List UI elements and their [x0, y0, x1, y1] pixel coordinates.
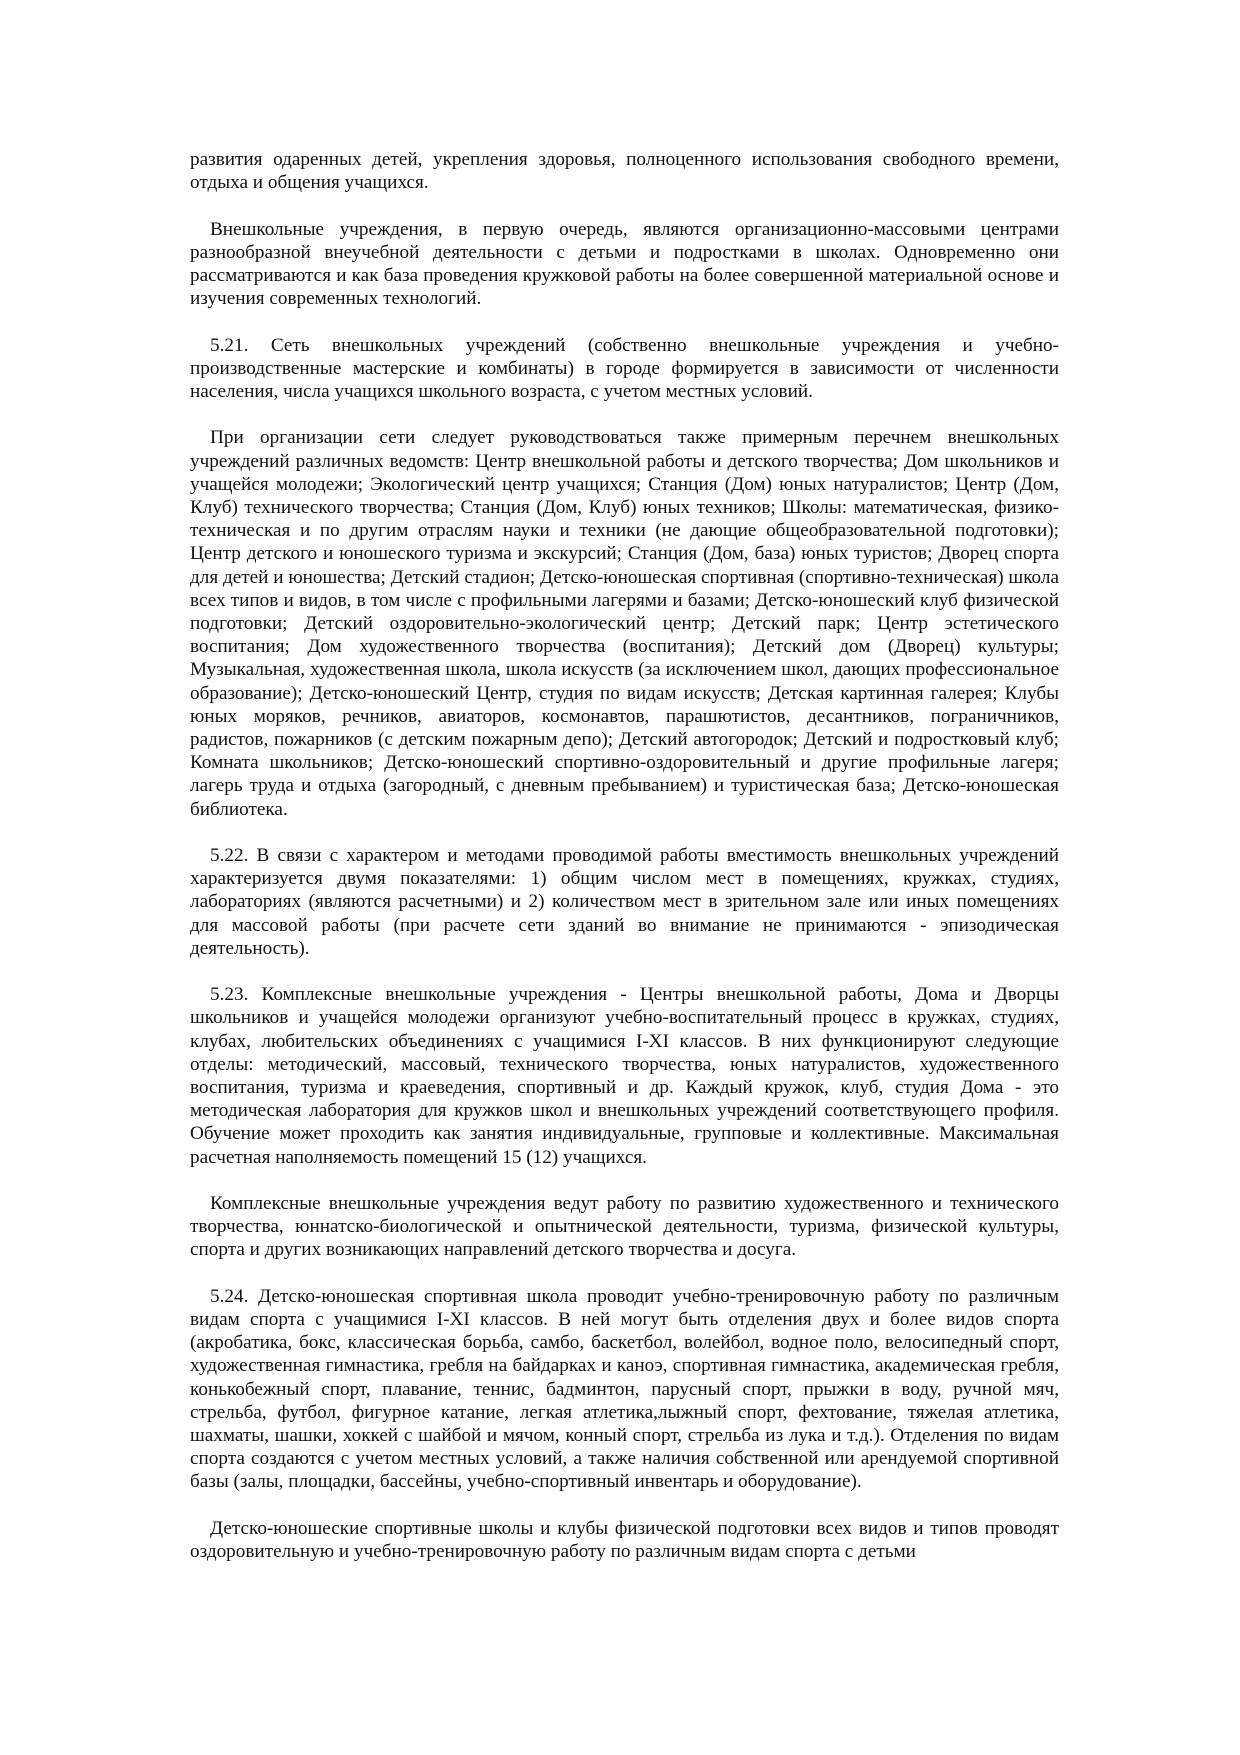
paragraph-complex-institutions: Комплексные внешкольные учреждения ведут работу по развитию художественного и технического творчества, юннатско-биологической и опытнической деятельности, туризма, физической культуры, спорта и других возникающих направлений детского творчества и досуга.	[190, 1193, 1059, 1261]
paragraph-5-24: 5.24. Детско-юношеская спортивная школа проводит учебно-тренировочную работу по различным видам спорта с учащимися I-XI классов. В ней могут быть отделения двух и более видов спорта (акробатика, бокс, классическая борьба, самбо, баскетбол, волейбол, водное поло, велосипедный спорт, художественная гимнастика, гребля на байдарках и каноэ, спортивная гимнастика, академическая гребля, конькобежный спорт, плавание, теннис, бадминтон, парусный спорт, прыжки в воду, ручной мяч, стрельба, футбол, фигурное катание, легкая атлетика,лыжный спорт, фехтование, тяжелая атлетика, шахматы, шашки, хоккей с шайбой и мячом, конный спорт, стрельба из лука и т.д.). Отделения по видам спорта создаются с учетом местных условий, а также наличия собственной или арендуемой спортивной базы (залы, площадки, бассейны, учебно-спортивный инвентарь и оборудование).	[190, 1285, 1059, 1493]
paragraph-5-22: 5.22. В связи с характером и методами проводимой работы вместимость внешкольных учреждений характеризуется двумя показателями: 1) общим числом мест в помещениях, кружках, студиях, лабораториях (являются расчетными) и 2) количеством мест в зрительном зале или иных помещениях для массовой работы (при расчете сети зданий во внимание не принимаются - эпизодическая деятельность).	[190, 845, 1059, 959]
paragraph-continuation: развития одаренных детей, укрепления здоровья, полноценного использования свободного времени, отдыха и общения учащихся.	[190, 149, 1059, 194]
paragraph-extracurricular-centers: Внешкольные учреждения, в первую очередь, являются организационно-массовыми центрами разнообразной внеучебной деятельности с детьми и подростками в школах. Одновременно они рассматриваются и как база проведения кружковой работы на более совершенной материальной основе и изучения современных технологий.	[190, 218, 1059, 310]
paragraph-sports-schools: Детско-юношеские спортивные школы и клубы физической подготовки всех видов и типов проводят оздоровительную и учебно-тренировочную работу по различным видам спорта с детьми	[190, 1517, 1059, 1563]
document-page	[190, 148, 1059, 1586]
paragraph-5-23: 5.23. Комплексные внешкольные учреждения - Центры внешкольной работы, Дома и Дворцы школьников и учащейся молодежи организуют учебно-воспитательный процесс в кружках, студиях, клубах, любительских объединениях с учащимися I-XI классов. В них функционируют следующие отделы: методический, массовый, технического творчества, юных натуралистов, художественного воспитания, туризма и краеведения, спортивный и др. Каждый кружок, клуб, студия Дома - это методическая лаборатория для кружков школ и внешкольных учреждений соответствующего профиля. Обучение может проходить как занятия индивидуальные, групповые и коллективные. Максимальная расчетная наполняемость помещений 15 (12) учащихся.	[190, 984, 1059, 1168]
paragraph-5-21: 5.21. Сеть внешкольных учреждений (собственно внешкольные учреждения и учебно-производственные мастерские и комбинаты) в городе формируется в зависимости от численности населения, числа учащихся школьного возраста, с учетом местных условий.	[190, 334, 1059, 402]
paragraph-institutions-list: При организации сети следует руководствоваться также примерным перечнем внешкольных учреждений различных ведомств: Центр внешкольной работы и детского творчества; Дом школьников и учащейся молодежи; Экологический центр учащихся; Станция (Дом) юных натуралистов; Центр (Дом, Клуб) технического творчества; Станция (Дом, Клуб) юных техников; Школы: математическая, физико-техническая и по другим отраслям науки и техники (не дающие общеобразовательной подготовки); Центр детского и юношеского туризма и экскурсий; Станция (Дом, база) юных туристов; Дворец спорта для детей и юношества; Детский стадион; Детско-юношеская спортивная (спортивно-техническая) школа всех типов и видов, в том числе с профильными лагерями и базами; Детско-юношеский клуб физической подготовки; Детский оздоровительно-экологический центр; Детский парк; Центр эстетического воспитания; Дом художественного творчества (воспитания); Детский дом (Дворец) культуры; Музыкальная, художественная школа, школа искусств (за исключением школ, дающих профессиональное образование); Детско-юношеский Центр, студия по видам искусств; Детская картинная галерея; Клубы юных моряков, речников, авиаторов, космонавтов, парашютистов, десантников, пограничников, радистов, пожарников (с детским пожарным депо); Детский автогородок; Детский и подростковый клуб; Комната школьников; Детско-юношеский спортивно-оздоровительный и другие профильные лагеря; лагерь труда и отдыха (загородный, с дневным пребыванием) и туристическая база; Детско-юношеская библиотека.	[190, 427, 1059, 820]
